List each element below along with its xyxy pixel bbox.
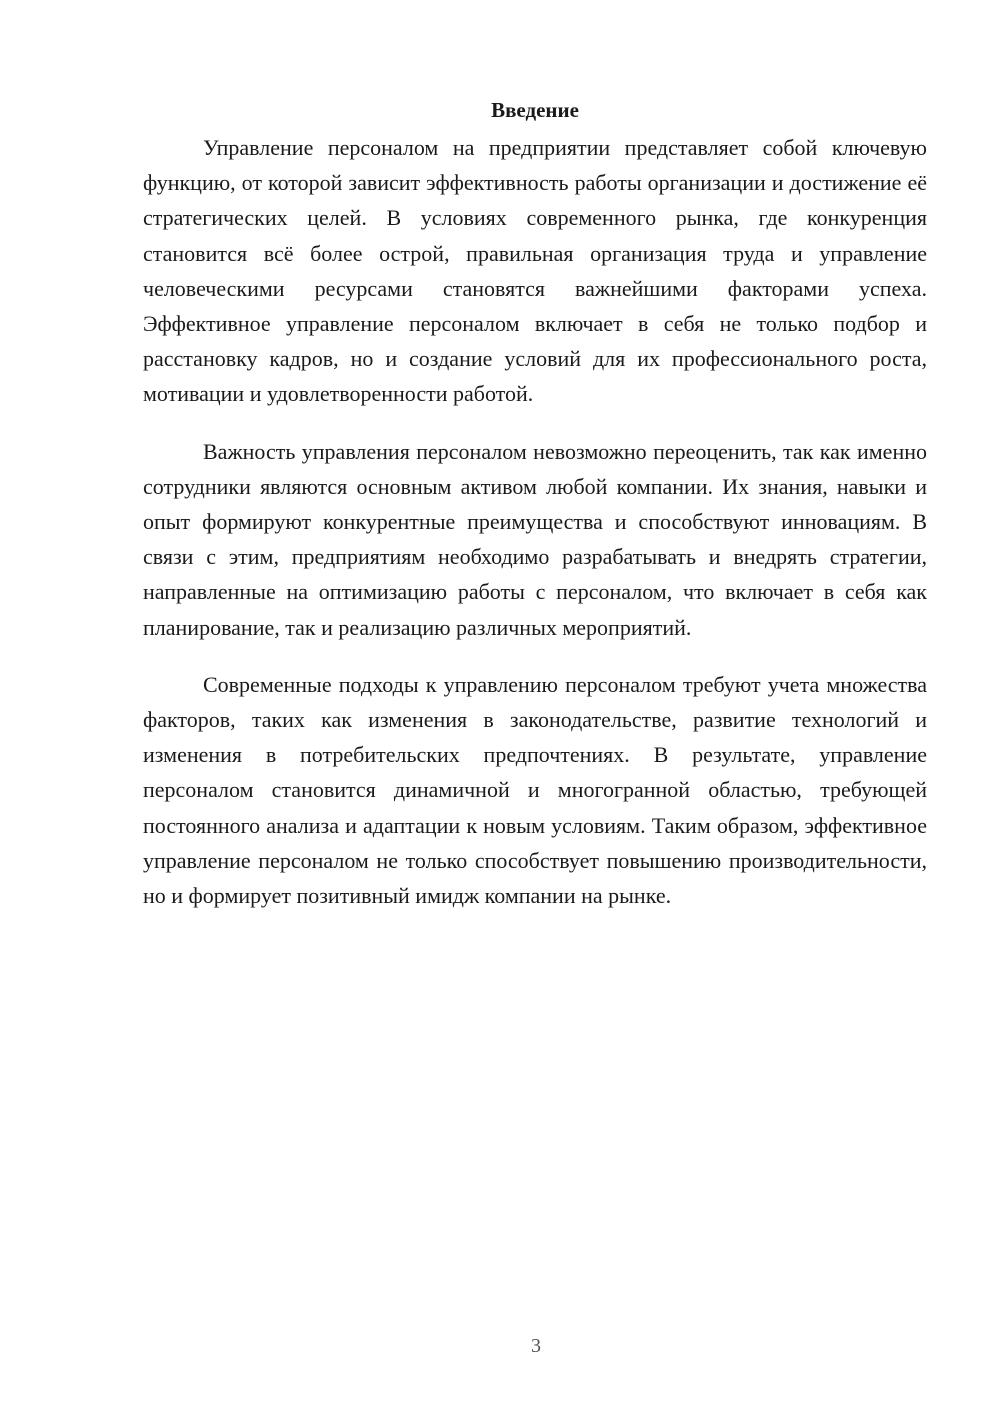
paragraph-3: Современные подходы к управлению персоналом требуют учета множества факторов, таких как изменения в законодательстве, развитие технологий и изменения в потребительских предпочтениях. В результате, управление персоналом становится динамичной и многогранной областью, требующей постоянного анализа и адаптации к новым условиям. Таким образом, эффективное управление персоналом не только способствует повышению производительности, но и формирует позитивный имидж компании на рынке. <box>143 671 927 909</box>
paragraph-1: Управление персоналом на предприятии представляет собой ключевую функцию, от которой зависит эффективность работы организации и достижение её стратегических целей. В условиях современного рынка, где конкуренция становится всё более острой, правильная организация труда и управление человеческими ресурсами становятся важнейшими факторами успеха. Эффективное управление персоналом включает в себя не только подбор и расстановку кадров, но и создание условий для их профессионального роста, мотивации и удовлетворенности работой. <box>143 135 927 407</box>
section-title: Введение <box>491 98 579 122</box>
page-content <box>143 95 927 935</box>
page-number: 3 <box>531 1335 541 1357</box>
paragraph-2: Важность управления персоналом невозможно переоценить, так как именно сотрудники являются основным активом любой компании. Их знания, навыки и опыт формируют конкурентные преимущества и способствуют инновациям. В связи с этим, предприятиям необходимо разрабатывать и внедрять стратегии, направленные на оптимизацию работы с персоналом, что включает в себя как планирование, так и реализацию различных мероприятий. <box>143 438 927 640</box>
